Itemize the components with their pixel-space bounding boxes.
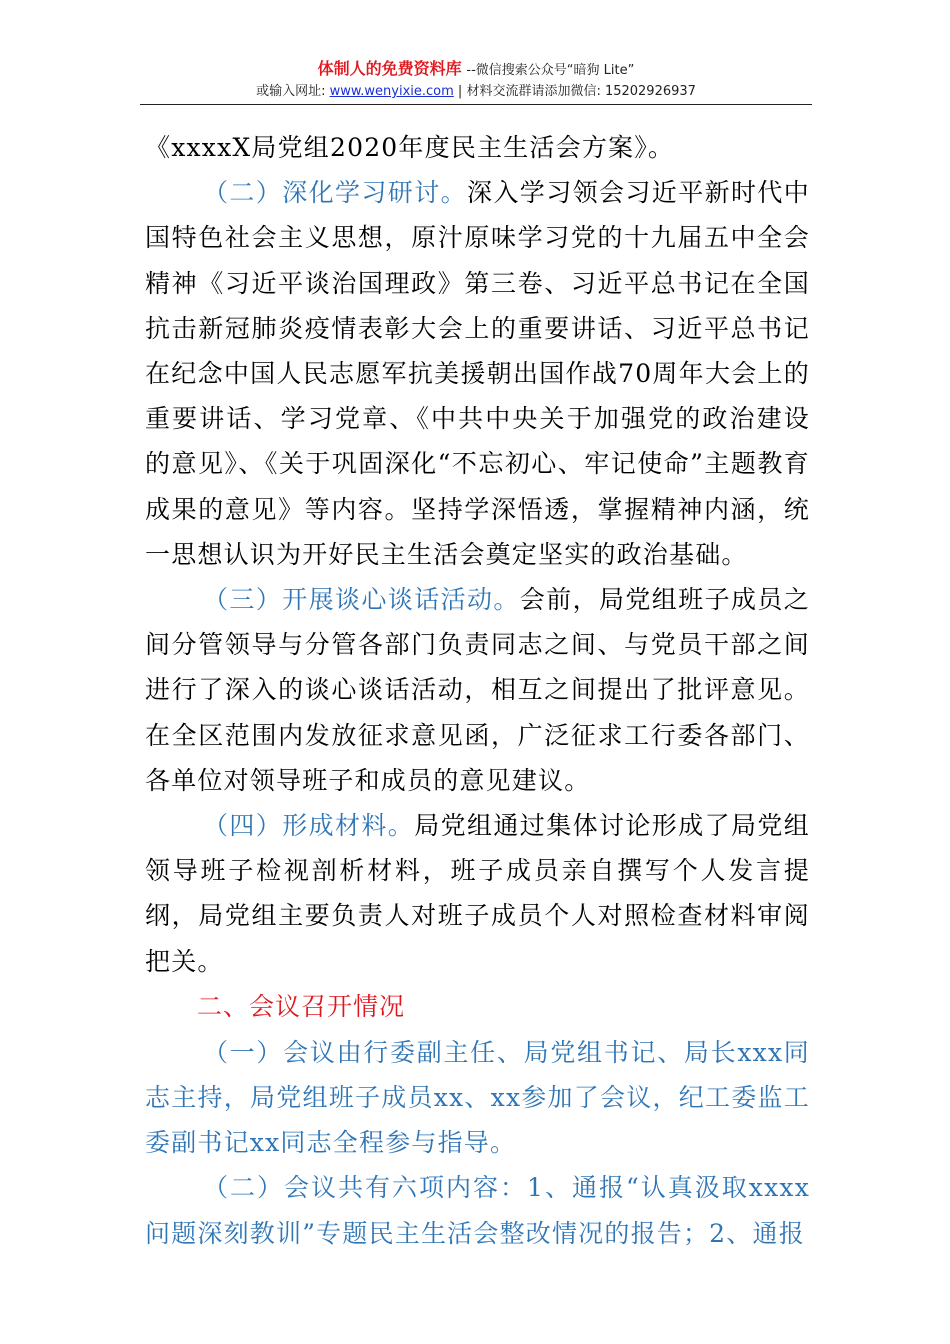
- brand-title: 体制人的免费资料库: [317, 59, 462, 78]
- page-header: [140, 58, 812, 102]
- header-promo-line: [140, 58, 812, 82]
- paragraph-materials: [145, 803, 810, 984]
- paragraph-study: [145, 170, 810, 577]
- paragraph-plan-reference: 《xxxxX局党组2020年度民主生活会方案》。: [145, 133, 675, 162]
- header-tagline: --微信搜索公众号“暗狗 Lite”: [466, 63, 635, 78]
- paragraph-talks: [145, 577, 810, 803]
- website-link[interactable]: www.wenyixie.com: [329, 84, 454, 99]
- section-heading-meeting: 二、会议召开情况: [197, 991, 406, 1021]
- document-body: [145, 125, 810, 1256]
- contact-suffix: | 材料交流群请添加微信: 15202926937: [453, 84, 696, 99]
- section-title-materials: （四）形成材料。: [203, 811, 415, 841]
- paragraph-meeting-host: （一）会议由行委副主任、局党组书记、局长xxx同志主持，局党组班子成员xx、xx参加了会议，纪工委监工委副书记xx同志全程参与指导。: [145, 1037, 810, 1158]
- paragraph-talks-text: 会前，局党组班子成员之间分管领导与分管各部门负责同志之间、与党员干部之间进行了深入的谈心谈话活动，相互之间提出了批评意见。在全区范围内发放征求意见函，广泛征求工行委各部门、各单位对领导班子和成员的意见建议。: [145, 585, 810, 795]
- paragraph-meeting-agenda: （二）会议共有六项内容：1、通报“认真汲取xxxx问题深刻教训”专题民主生活会整改情况的报告；2、通报: [145, 1173, 810, 1248]
- paragraph-materials-text: 局党组通过集体讨论形成了局党组领导班子检视剖析材料，班子成员亲自撰写个人发言提纲，局党组主要负责人对班子成员个人对照检查材料审阅把关。: [145, 811, 810, 976]
- url-prefix: 或输入网址:: [256, 84, 330, 99]
- header-divider: [140, 104, 812, 105]
- section-title-study: （二）深化学习研讨。: [203, 178, 467, 208]
- header-contact-line: [140, 82, 812, 102]
- section-title-talks: （三）开展谈心谈话活动。: [203, 585, 520, 615]
- paragraph-study-text: 深入学习领会习近平新时代中国特色社会主义思想，原汁原味学习党的十九届五中全会精神《习近平谈治国理政》第三卷、习近平总书记在全国抗击新冠肺炎疫情表彰大会上的重要讲话、习近平总书记在纪念中国人民志愿军抗美援朝出国作战70周年大会上的重要讲话、学习党章、《中共中央关于加强党的政治建设的意见》、《关于巩固深化“不忘初心、牢记使命”主题教育成果的意见》等内容。坚持学深悟透，掌握精神内涵，统一思想认识为开好民主生活会奠定坚实的政治基础。: [145, 178, 810, 569]
